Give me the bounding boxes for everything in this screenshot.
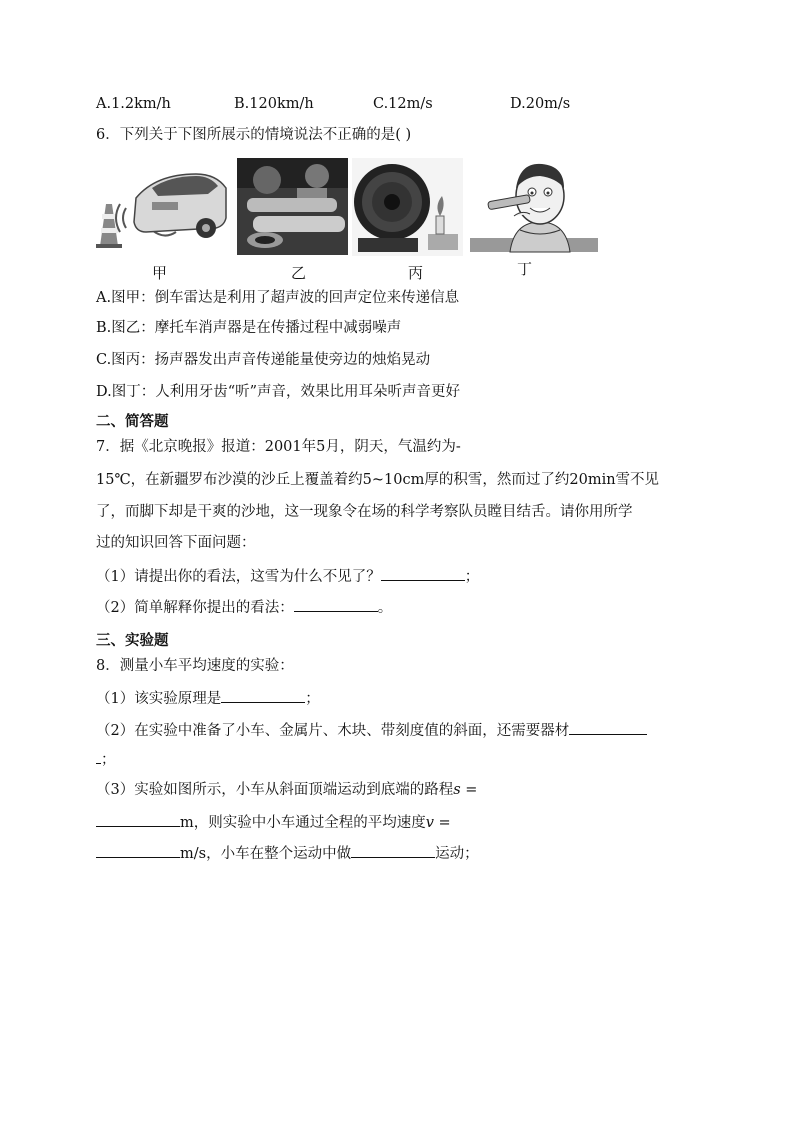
answer-blank[interactable]	[96, 843, 180, 858]
q8-sub3-end: 运动；	[435, 846, 479, 862]
q7-line-1: 7．据《北京晚报》报道：2001年5月，阴天，气温约为-	[96, 439, 461, 455]
q8-sub2-end-mark: ；	[101, 752, 116, 768]
caption-yi: 乙	[291, 264, 307, 282]
q8-stem: 8．测量小车平均速度的实验：	[96, 658, 294, 674]
boy-illustration	[470, 158, 598, 256]
muffler-illustration	[237, 158, 348, 255]
q8-sub1	[96, 688, 320, 709]
q7-sub2-end: 。	[377, 600, 393, 616]
q6-option-b: B.图乙：摩托车消声器是在传播过程中减弱噪声	[96, 320, 402, 336]
q5-option-d: D.20m/s	[510, 96, 571, 112]
answer-blank[interactable]	[96, 812, 180, 827]
q7-sub1-end: ；	[464, 569, 480, 585]
answer-blank[interactable]	[569, 720, 647, 735]
q6-option-c: C.图丙：扬声器发出声音传递能量使旁边的烛焰晃动	[96, 352, 431, 368]
q6-option-d: D.图丁：人利用牙齿“听”声音，效果比用耳朵听声音更好	[96, 384, 461, 400]
q8-sub1-text: （1）该实验原理是	[96, 691, 222, 707]
caption-jia: 甲	[152, 264, 168, 282]
q8-sub3	[96, 780, 477, 800]
q5-option-a: A.1.2km/h	[96, 96, 171, 112]
q8-sub1-end: ；	[305, 691, 320, 707]
q8-sub2	[96, 720, 647, 741]
q8-sub3-eq2: =	[433, 815, 451, 831]
q7-sub2-text: （2）简单解释你提出的看法：	[96, 600, 294, 616]
q7-sub1	[96, 566, 479, 587]
q8-sub3-line3	[96, 843, 479, 864]
q8-sub3-unit-ms: m/s，小车在整个运动中做	[180, 846, 352, 862]
section-heading-short-answer: 二、简答题	[96, 413, 169, 430]
q7-line-4: 过的知识回答下面问题：	[96, 535, 256, 551]
q7-line-3: 了，而脚下却是干爽的沙地，这一现象令在场的科学考察队员瞠目结舌。请你用所学	[96, 504, 633, 520]
caption-ding: 丁	[517, 260, 533, 278]
caption-bing: 丙	[408, 264, 424, 282]
q5-option-c: C.12m/s	[373, 96, 433, 112]
q8-sub3-unit-m: m，则实验中小车通过全程的平均速度	[180, 815, 426, 831]
q8-sub3-var-s: s	[453, 782, 461, 798]
speaker-illustration	[352, 158, 463, 256]
tooth-hearing-picture	[470, 158, 598, 256]
q8-sub2-text: （2）在实验中准备了小车、金属片、木块、带刻度值的斜面，还需要器材	[96, 723, 570, 739]
q7-sub1-text: （1）请提出你的看法，这雪为什么不见了？	[96, 569, 381, 585]
q5-option-b: B.120km/h	[234, 96, 314, 112]
speaker-candle-picture	[352, 158, 463, 256]
q8-sub3-line2	[96, 812, 451, 833]
q8-sub3-eq: =	[460, 782, 478, 798]
motorcycle-muffler-picture	[237, 158, 348, 255]
q8-sub3-var-v: v	[425, 815, 434, 831]
answer-blank[interactable]	[221, 688, 305, 703]
answer-blank[interactable]	[351, 843, 435, 858]
car-radar-illustration	[96, 158, 230, 250]
answer-blank[interactable]	[294, 597, 378, 612]
q8-sub2-end	[96, 749, 116, 770]
car-radar-picture	[96, 158, 230, 250]
answer-blank[interactable]	[381, 566, 465, 581]
q8-sub3-text: （3）实验如图所示，小车从斜面顶端运动到底端的路程	[96, 782, 454, 798]
q6-stem: 6．下列关于下图所展示的情境说法不正确的是( )	[96, 127, 412, 143]
q6-option-a: A.图甲：倒车雷达是利用了超声波的回声定位来传递信息	[96, 290, 460, 306]
q7-line-2: 15℃，在新疆罗布沙漠的沙丘上覆盖着约5~10cm厚的积雪，然而过了约20min雪不见	[96, 472, 660, 488]
section-heading-experiment: 三、实验题	[96, 632, 169, 649]
q7-sub2	[96, 597, 392, 618]
